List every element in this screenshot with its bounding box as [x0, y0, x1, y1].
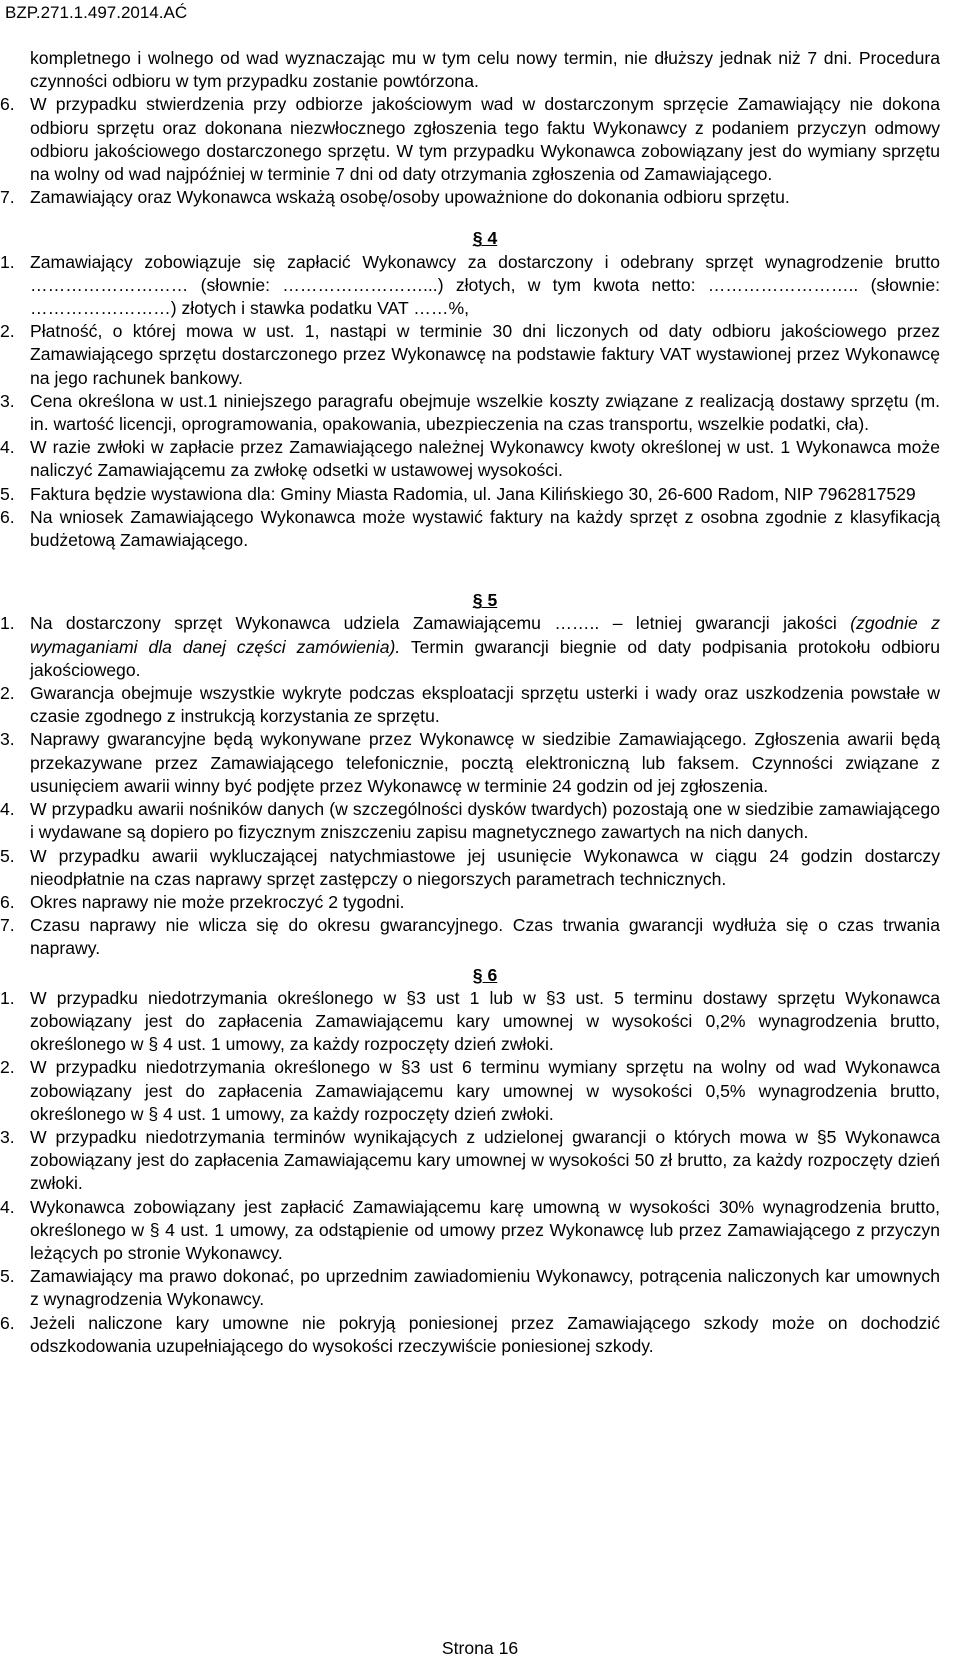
item-text: Na wniosek Zamawiającego Wykonawca może wystawić faktury na każdy sprzęt z osobna zgodnie z klasyfikacją budżetową Zamawiającego. [30, 506, 940, 551]
list-item [0, 506, 940, 552]
item-number: 5. [0, 1266, 15, 1287]
item-number: 4. [0, 1196, 15, 1217]
list-item [0, 682, 940, 728]
list-item [0, 891, 940, 914]
item-number: 1. [0, 613, 15, 634]
list-item [0, 93, 940, 186]
item-number: 3. [0, 729, 15, 750]
item-number: 4. [0, 437, 15, 458]
list-item [0, 1265, 940, 1311]
list-item [0, 798, 940, 844]
item-text: W przypadku awarii nośników danych (w szczególności dysków twardych) pozostają one w siedzibie zamawiającego i wydawane są dopiero po fizycznym zniszczeniu zapisu magnetycznego zawartych na nich danych. [30, 799, 940, 843]
item-number: 1. [0, 251, 15, 272]
list-item [0, 1312, 940, 1358]
list-item [0, 728, 940, 798]
section-6-list [0, 987, 940, 1358]
section-4-list [0, 251, 940, 553]
item-text: Zamawiający ma prawo dokonać, po uprzednim zawiadomieniu Wykonawcy, potrącenia naliczonych kar umownych z wynagrodzenia Wykonawcy. [30, 1266, 940, 1310]
item-number: 6. [0, 891, 15, 912]
section-6-heading: § 6 [472, 964, 498, 985]
item-text: Czasu naprawy nie wlicza się do okresu gwarancyjnego. Czas trwania gwarancji wydłuża się o czas trwania naprawy. [30, 915, 940, 959]
item-text: Faktura będzie wystawiona dla: Gminy Miasta Radomia, ul. Jana Kilińskiego 30, 26-600 Radom, NIP 7962817529 [30, 483, 916, 504]
section-5-list-rest [0, 682, 940, 960]
item-text: Jeżeli naliczone kary umowne nie pokryją poniesionej przez Zamawiającego szkody może on dochodzić odszkodowania uzupełniającego do wysokości rzeczywiście poniesionej szkody. [30, 1312, 940, 1356]
continued-paragraph: kompletnego i wolnego od wad wyznaczając mu w tym celu nowy termin, nie dłuższy jednak niż 7 dni. Procedura czynności odbioru w tym przypadku zostanie powtórzona. [30, 48, 940, 92]
item-text: W przypadku niedotrzymania terminów wynikających z udzielonej gwarancji o których mowa w §5 Wykonawca zobowiązany jest do zapłacenia Zamawiającemu kary umownej w wysokości 50 zł brutto, za każdy rozpoczęty dzień zwłoki. [30, 1126, 940, 1194]
item-number: 5. [0, 483, 15, 504]
document-body [0, 47, 940, 1358]
intro-list [0, 93, 940, 209]
item-number: 1. [0, 987, 15, 1008]
item-number: 2. [0, 321, 15, 342]
list-item [0, 914, 940, 960]
item-number: 6. [0, 506, 15, 527]
document-reference: BZP.271.1.497.2014.AĆ [5, 3, 188, 22]
item-text: Okres naprawy nie może przekroczyć 2 tygodni. [30, 891, 405, 912]
item-text: Na dostarczony sprzęt Wykonawca udziela Zamawiającemu …….. – letniej gwarancji jakości [30, 613, 851, 634]
item-number: 7. [0, 187, 15, 208]
item-number: 6. [0, 1312, 15, 1333]
page-number: Strona 16 [441, 1638, 519, 1658]
item-text: W przypadku niedotrzymania określonego w §3 ust 6 terminu wymiany sprzętu na wolny od wad Wykonawca zobowiązany jest do zapłacenia Zamawiającemu kary umownej w wysokości 0,5% wynagrodzenia brutto, określonego w § 4 ust. 1 umowy, za każdy rozpoczęty dzień zwłoki. [30, 1057, 940, 1124]
list-item [0, 1056, 940, 1126]
item-text-tail: Termin gwarancji biegnie od daty podpisania protokołu odbioru jakościowego. [30, 636, 940, 680]
list-item [0, 186, 940, 209]
item-text: W przypadku niedotrzymania określonego w §3 ust 1 lub w §3 ust. 5 terminu dostawy sprzętu Wykonawca zobowiązany jest do zapłacenia Zamawiającemu kary umownej w wysokości 0,2% wynagrodzenia brutto, określonego w § 4 ust. 1 umowy, za każdy rozpoczęty dzień zwłoki. [30, 987, 940, 1055]
list-item [0, 483, 940, 506]
item-text: W razie zwłoki w zapłacie przez Zamawiającego należnej Wykonawcy kwoty określonej w ust. 1 Wykonawca może naliczyć Zamawiającemu za zwłokę odsetki w ustawowej wysokości. [30, 437, 940, 481]
item-text: W przypadku stwierdzenia przy odbiorze jakościowym wad w dostarczonym sprzęcie Zamawiający nie dokona odbioru sprzętu oraz dokonana niezwłocznego zgłoszenia tego faktu Wykonawcy z podaniem przyczyn odmowy odbioru jakościowego dostarczonego sprzętu. W tym przypadku Wykonawca zobowiązany jest do wymiany sprzętu na wolny od wad najpóźniej w terminie 7 dni od daty otrzymania zgłoszenia od Zamawiającego. [30, 94, 940, 185]
list-item [0, 251, 940, 321]
item-text: Płatność, o której mowa w ust. 1, nastąpi w terminie 30 dni liczonych od daty odbioru jakościowego przez Zamawiającego sprzętu dostarczonego przez Wykonawcę na podstawie faktury VAT wystawionej przez Wykonawcę na jego rachunek bankowy. [30, 321, 940, 388]
item-number: 2. [0, 1057, 15, 1078]
item-text: Gwarancja obejmuje wszystkie wykryte podczas eksploatacji sprzętu usterki i wady oraz uszkodzenia powstałe w czasie zgodnego z instrukcją korzystania ze sprzętu. [30, 683, 940, 727]
list-item [0, 320, 940, 390]
list-item [0, 612, 940, 682]
list-item [0, 390, 940, 436]
item-number: 5. [0, 845, 15, 866]
item-number: 7. [0, 915, 15, 936]
list-item [0, 1196, 940, 1266]
item-number: 2. [0, 683, 15, 704]
item-text: Wykonawca zobowiązany jest zapłacić Zamawiającemu karę umowną w wysokości 30% wynagrodzenia brutto, określonego w § 4 ust. 1 umowy, za odstąpienie od umowy przez Wykonawcę lub przez Zamawiającego z przyczyn leżących po stronie Wykonawcy. [30, 1196, 940, 1263]
list-item [0, 436, 940, 482]
item-number: 3. [0, 390, 15, 411]
list-item [0, 1126, 940, 1196]
item-text-italic: (zgodnie z wymaganiami dla danej części zamówienia). [30, 613, 940, 657]
item-number: 3. [0, 1126, 15, 1147]
section-4-heading: § 4 [472, 228, 498, 249]
list-item [0, 987, 940, 1057]
item-text: W przypadku awarii wykluczającej natychmiastowe jej usunięcie Wykonawca w ciągu 24 godzin dostarczy nieodpłatnie na czas naprawy sprzęt zastępczy o niegorszych parametrach technicznych. [30, 845, 940, 889]
list-item [0, 845, 940, 891]
item-text: Cena określona w ust.1 niniejszego paragrafu obejmuje wszelkie koszty związane z realizacją dostawy sprzętu (m. in. wartość licencji, oprogramowania, opakowania, ubezpieczenia na czas transportu, wszelkie podatki, cła). [30, 390, 940, 435]
item-number: 6. [0, 94, 15, 115]
item-text: Zamawiający zobowiązuje się zapłacić Wykonawcy za dostarczony i odebrany sprzęt wynagrodzenie brutto ……………………… (słownie: ……………………...) złotych, w tym kwota netto: …………………….. (słownie: ……………………) złotych i stawka podatku VAT ……%, [30, 251, 940, 319]
section-5-list [0, 612, 940, 682]
item-text: Zamawiający oraz Wykonawca wskażą osobę/osoby upoważnione do dokonania odbioru sprzętu. [30, 187, 790, 208]
item-number: 4. [0, 799, 15, 820]
section-5-heading: § 5 [472, 590, 498, 611]
item-text: Naprawy gwarancyjne będą wykonywane przez Wykonawcę w siedzibie Zamawiającego. Zgłoszenia awarii będą przekazywane przez Zamawiającego telefonicznie, pocztą elektroniczną lub faksem. Czynności związane z usunięciem awarii winny być podjęte przez Wykonawcę w terminie 24 godzin od jej zgłoszenia. [30, 729, 940, 796]
